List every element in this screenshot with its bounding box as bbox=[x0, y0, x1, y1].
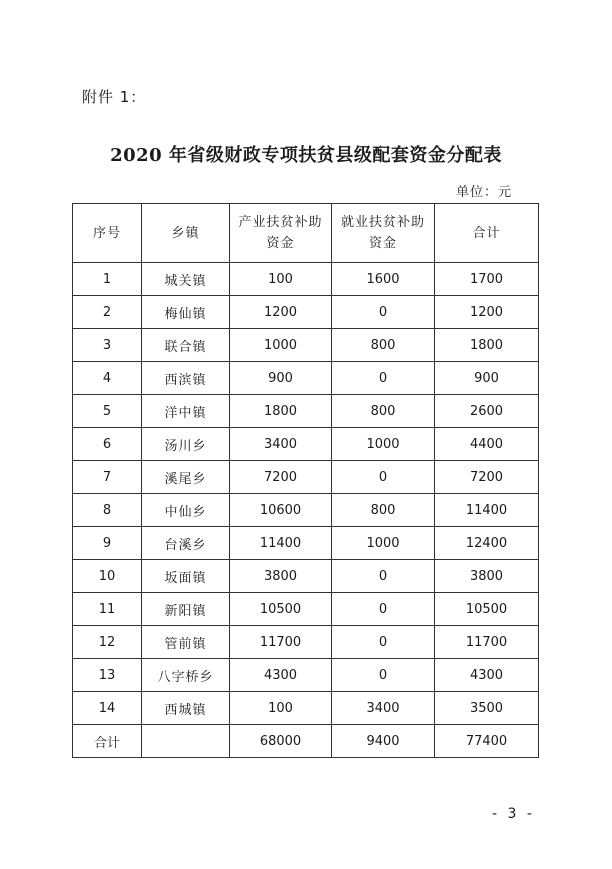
cell-employment: 0 bbox=[332, 362, 435, 395]
table-row bbox=[73, 560, 539, 593]
cell-employment: 0 bbox=[332, 659, 435, 692]
cell-town: 溪尾乡 bbox=[142, 461, 230, 494]
cell-industry: 900 bbox=[230, 362, 332, 395]
cell-industry: 100 bbox=[230, 263, 332, 296]
total-label: 合计 bbox=[73, 725, 142, 758]
header-town: 乡镇 bbox=[142, 204, 230, 263]
header-seq: 序号 bbox=[73, 204, 142, 263]
cell-seq: 2 bbox=[73, 296, 142, 329]
cell-seq: 7 bbox=[73, 461, 142, 494]
cell-town: 中仙乡 bbox=[142, 494, 230, 527]
cell-seq: 11 bbox=[73, 593, 142, 626]
table-body bbox=[73, 263, 539, 758]
cell-total: 1200 bbox=[435, 296, 539, 329]
cell-total: 1700 bbox=[435, 263, 539, 296]
table-row bbox=[73, 395, 539, 428]
cell-town: 联合镇 bbox=[142, 329, 230, 362]
cell-employment: 0 bbox=[332, 626, 435, 659]
header-employment-line1: 就业扶贫补助 bbox=[340, 215, 425, 230]
table-row bbox=[73, 527, 539, 560]
cell-total: 1800 bbox=[435, 329, 539, 362]
table-row bbox=[73, 296, 539, 329]
header-industry-line2: 资金 bbox=[266, 236, 295, 251]
allocation-table bbox=[72, 203, 539, 758]
cell-industry: 1800 bbox=[230, 395, 332, 428]
total-employment: 9400 bbox=[332, 725, 435, 758]
cell-total: 11400 bbox=[435, 494, 539, 527]
cell-town: 台溪乡 bbox=[142, 527, 230, 560]
cell-total: 2600 bbox=[435, 395, 539, 428]
cell-employment: 0 bbox=[332, 296, 435, 329]
cell-employment: 800 bbox=[332, 494, 435, 527]
table-row bbox=[73, 494, 539, 527]
table-row bbox=[73, 692, 539, 725]
cell-town: 坂面镇 bbox=[142, 560, 230, 593]
cell-total: 4300 bbox=[435, 659, 539, 692]
cell-town: 管前镇 bbox=[142, 626, 230, 659]
table-row bbox=[73, 461, 539, 494]
cell-industry: 11700 bbox=[230, 626, 332, 659]
cell-industry: 7200 bbox=[230, 461, 332, 494]
cell-seq: 12 bbox=[73, 626, 142, 659]
cell-employment: 0 bbox=[332, 560, 435, 593]
total-industry: 68000 bbox=[230, 725, 332, 758]
cell-seq: 4 bbox=[73, 362, 142, 395]
cell-employment: 3400 bbox=[332, 692, 435, 725]
cell-town: 西滨镇 bbox=[142, 362, 230, 395]
cell-employment: 1000 bbox=[332, 527, 435, 560]
page-number: - 3 - bbox=[492, 806, 535, 822]
cell-industry: 10600 bbox=[230, 494, 332, 527]
cell-employment: 1600 bbox=[332, 263, 435, 296]
header-total: 合计 bbox=[435, 204, 539, 263]
table-header bbox=[73, 204, 539, 263]
table-row bbox=[73, 659, 539, 692]
table-row bbox=[73, 329, 539, 362]
table-row bbox=[73, 362, 539, 395]
cell-town: 洋中镇 bbox=[142, 395, 230, 428]
cell-industry: 10500 bbox=[230, 593, 332, 626]
cell-town: 梅仙镇 bbox=[142, 296, 230, 329]
header-industry-line1: 产业扶贫补助 bbox=[238, 215, 323, 230]
cell-seq: 13 bbox=[73, 659, 142, 692]
total-row bbox=[73, 725, 539, 758]
cell-employment: 0 bbox=[332, 461, 435, 494]
header-employment-line2: 资金 bbox=[368, 236, 397, 251]
unit-label: 单位：元 bbox=[456, 185, 513, 200]
table-row bbox=[73, 626, 539, 659]
cell-industry: 4300 bbox=[230, 659, 332, 692]
cell-town: 八字桥乡 bbox=[142, 659, 230, 692]
cell-total: 7200 bbox=[435, 461, 539, 494]
cell-seq: 5 bbox=[73, 395, 142, 428]
header-employment-fund bbox=[332, 204, 435, 263]
cell-town: 汤川乡 bbox=[142, 428, 230, 461]
cell-seq: 8 bbox=[73, 494, 142, 527]
table-row bbox=[73, 593, 539, 626]
cell-employment: 800 bbox=[332, 329, 435, 362]
cell-town: 西城镇 bbox=[142, 692, 230, 725]
total-total: 77400 bbox=[435, 725, 539, 758]
table-row bbox=[73, 428, 539, 461]
cell-industry: 3400 bbox=[230, 428, 332, 461]
total-town bbox=[142, 725, 230, 758]
cell-seq: 9 bbox=[73, 527, 142, 560]
cell-total: 3500 bbox=[435, 692, 539, 725]
cell-total: 900 bbox=[435, 362, 539, 395]
cell-seq: 14 bbox=[73, 692, 142, 725]
header-industry-fund bbox=[230, 204, 332, 263]
cell-employment: 800 bbox=[332, 395, 435, 428]
cell-seq: 6 bbox=[73, 428, 142, 461]
cell-seq: 3 bbox=[73, 329, 142, 362]
cell-total: 12400 bbox=[435, 527, 539, 560]
cell-seq: 1 bbox=[73, 263, 142, 296]
cell-industry: 1200 bbox=[230, 296, 332, 329]
table-row bbox=[73, 263, 539, 296]
cell-total: 4400 bbox=[435, 428, 539, 461]
cell-employment: 1000 bbox=[332, 428, 435, 461]
page-title: 2020 年省级财政专项扶贫县级配套资金分配表 bbox=[110, 145, 502, 166]
header-row bbox=[73, 204, 539, 263]
cell-industry: 100 bbox=[230, 692, 332, 725]
cell-town: 新阳镇 bbox=[142, 593, 230, 626]
cell-industry: 3800 bbox=[230, 560, 332, 593]
cell-industry: 1000 bbox=[230, 329, 332, 362]
cell-town: 城关镇 bbox=[142, 263, 230, 296]
cell-total: 11700 bbox=[435, 626, 539, 659]
attachment-label: 附件 1： bbox=[82, 88, 147, 106]
cell-employment: 0 bbox=[332, 593, 435, 626]
cell-total: 3800 bbox=[435, 560, 539, 593]
cell-industry: 11400 bbox=[230, 527, 332, 560]
cell-total: 10500 bbox=[435, 593, 539, 626]
cell-seq: 10 bbox=[73, 560, 142, 593]
